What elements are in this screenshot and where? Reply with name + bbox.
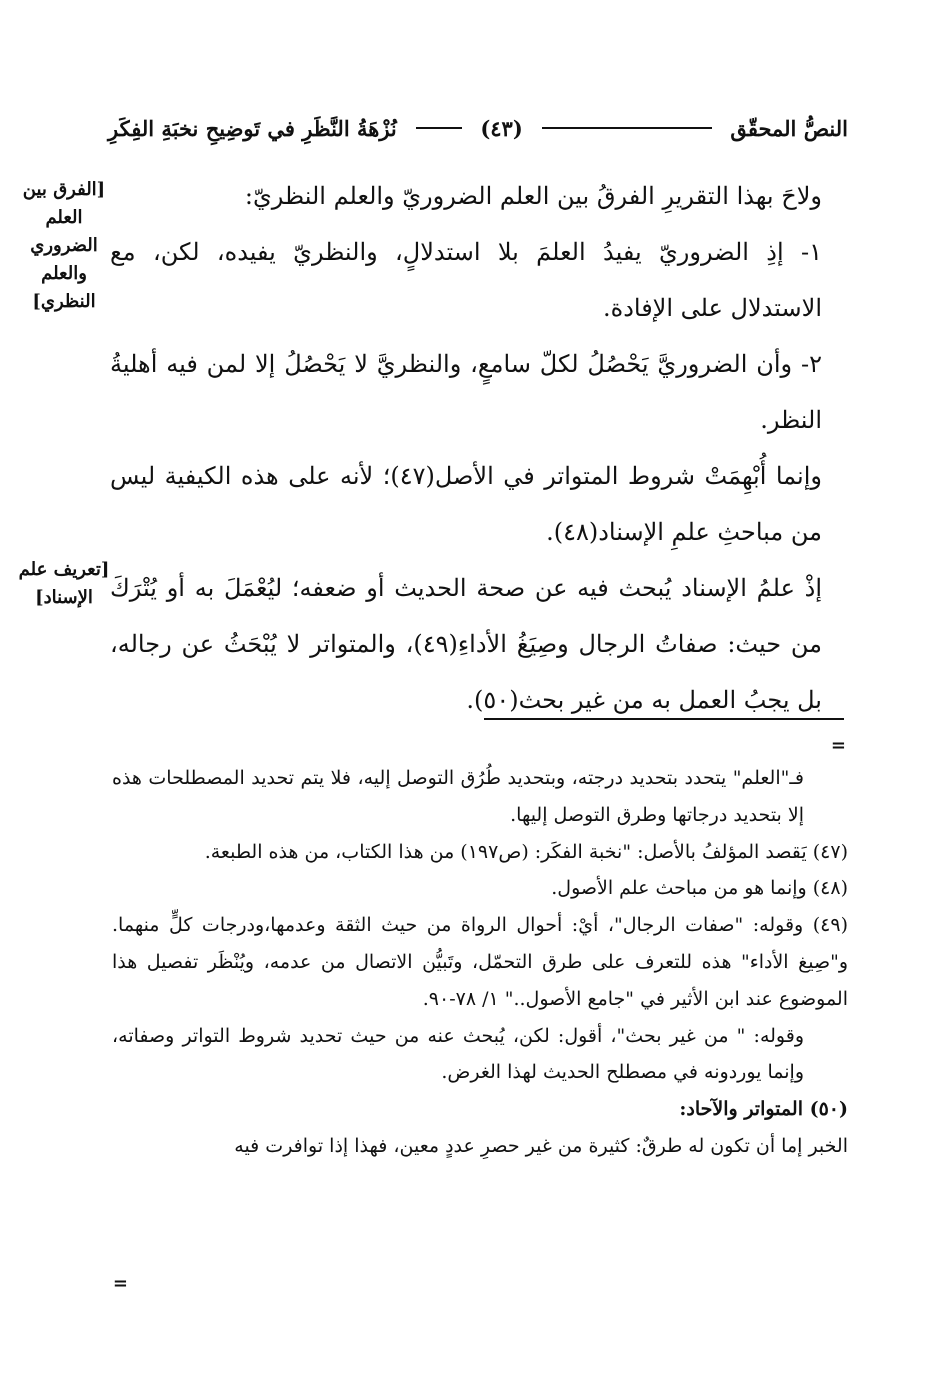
continuation-mark: = xyxy=(830,735,846,756)
footnote-47: (٤٧) يَقصد المؤلفُ بالأصل: "نخبة الفكَر: (ص١٩٧) من هذا الكتاب، من هذه الطبعة. xyxy=(204,840,848,863)
paragraph-conditions: وإنما أُبْهِمَتْ شروط المتواتر في الأصل(٤٧)؛ لأنه على هذه الكيفية ليس من مباحثِ علمِ الإسناد(٤٨). xyxy=(110,462,822,546)
footnote-50: الخبر إما أن تكون له طرقٌ: كثيرة من غير حصرِ عددٍ معين، فهذا إذا توافرت فيه xyxy=(234,1134,848,1157)
main-text xyxy=(110,168,822,728)
footnote-separator xyxy=(484,718,844,720)
header-rule xyxy=(416,127,462,129)
header-section-title: النصُّ المحقّق xyxy=(730,115,848,141)
point-two: ٢- وأن الضروريَّ يَحْصُلُ لكلّ سامعٍ، والنظريَّ لا يَحْصُلُ إلا لمن فيه أهليةُ النظر. xyxy=(110,350,822,434)
book-title: نُزْهَةُ النَّظَرِ في تَوضِيحِ نخبَةِ الفِكَرِ xyxy=(108,115,397,141)
footnote-continuation: فـ"العلم" يتحدد بتحديد درجته، وبتحديد طُرُق التوصل إليه، فلا يتم تحديد المصطلحات هذه إلا بتحديد درجاتها وطرق التوصل إليها. xyxy=(112,767,804,826)
header-rule xyxy=(542,127,712,129)
intro-paragraph: ولاحَ بهذا التقريرِ الفرقُ بين العلم الضروريّ والعلم النظريّ: xyxy=(244,182,822,210)
footnote-49: (٤٩) وقوله: "صفات الرجال"، أيْ: أحوال الرواة من حيث الثقة وعدمها،ودرجات كلٍّ منهما. و"صِيغ الأداء" هذه للتعرف على طرق التحمّل، وتَبيُّن الاتصال من عدمه، ويُنْظَر تفصيل هذا الموضوع عند ابن الأثير في "جامع الأصول.." ١/ ٧٨-٩٠. xyxy=(112,914,848,1010)
page-number: (٤٣) xyxy=(480,115,523,141)
footnote-50-heading: (٥٠) المتواتر والآحاد: xyxy=(679,1098,848,1121)
footnote-48: (٤٨) وإنما هو من مباحث علم الأصول. xyxy=(551,877,848,900)
side-note-difference: [الفرق بين العلم الضروري والعلم النظري] xyxy=(22,179,106,312)
page-header xyxy=(108,108,848,148)
point-one: ١- إذِ الضروريّ يفيدُ العلمَ بلا استدلالٍ، والنظريّ يفيده، لكن، مع الاستدلال على الإفادة. xyxy=(110,238,822,322)
footnote-49-addendum: وقوله: " من غير بحث"، أقول: لكن، يُبحث عنه من حيث تحديد شروط التواتر وصفاته، وإنما يوردونه في مصطلح الحديث لهذا الغرض. xyxy=(112,1024,804,1084)
side-note-isnad-definition: [تعريف علم الإسناد] xyxy=(18,559,110,608)
paragraph-isnad: إذْ علمُ الإسناد يُبحث فيه عن صحة الحديث أو ضعفه؛ ليُعْمَلَ به أو يُتْرَكَ من حيث: صفاتُ الرجال وصِيَغُ الأداءِ(٤٩)، والمتواتر لا يُبْحَثُ عن رجاله، بل يجبُ العمل به من غير بحث(٥٠). xyxy=(110,574,823,714)
footnotes xyxy=(112,760,848,1165)
continuation-mark-end: = xyxy=(112,1273,128,1294)
